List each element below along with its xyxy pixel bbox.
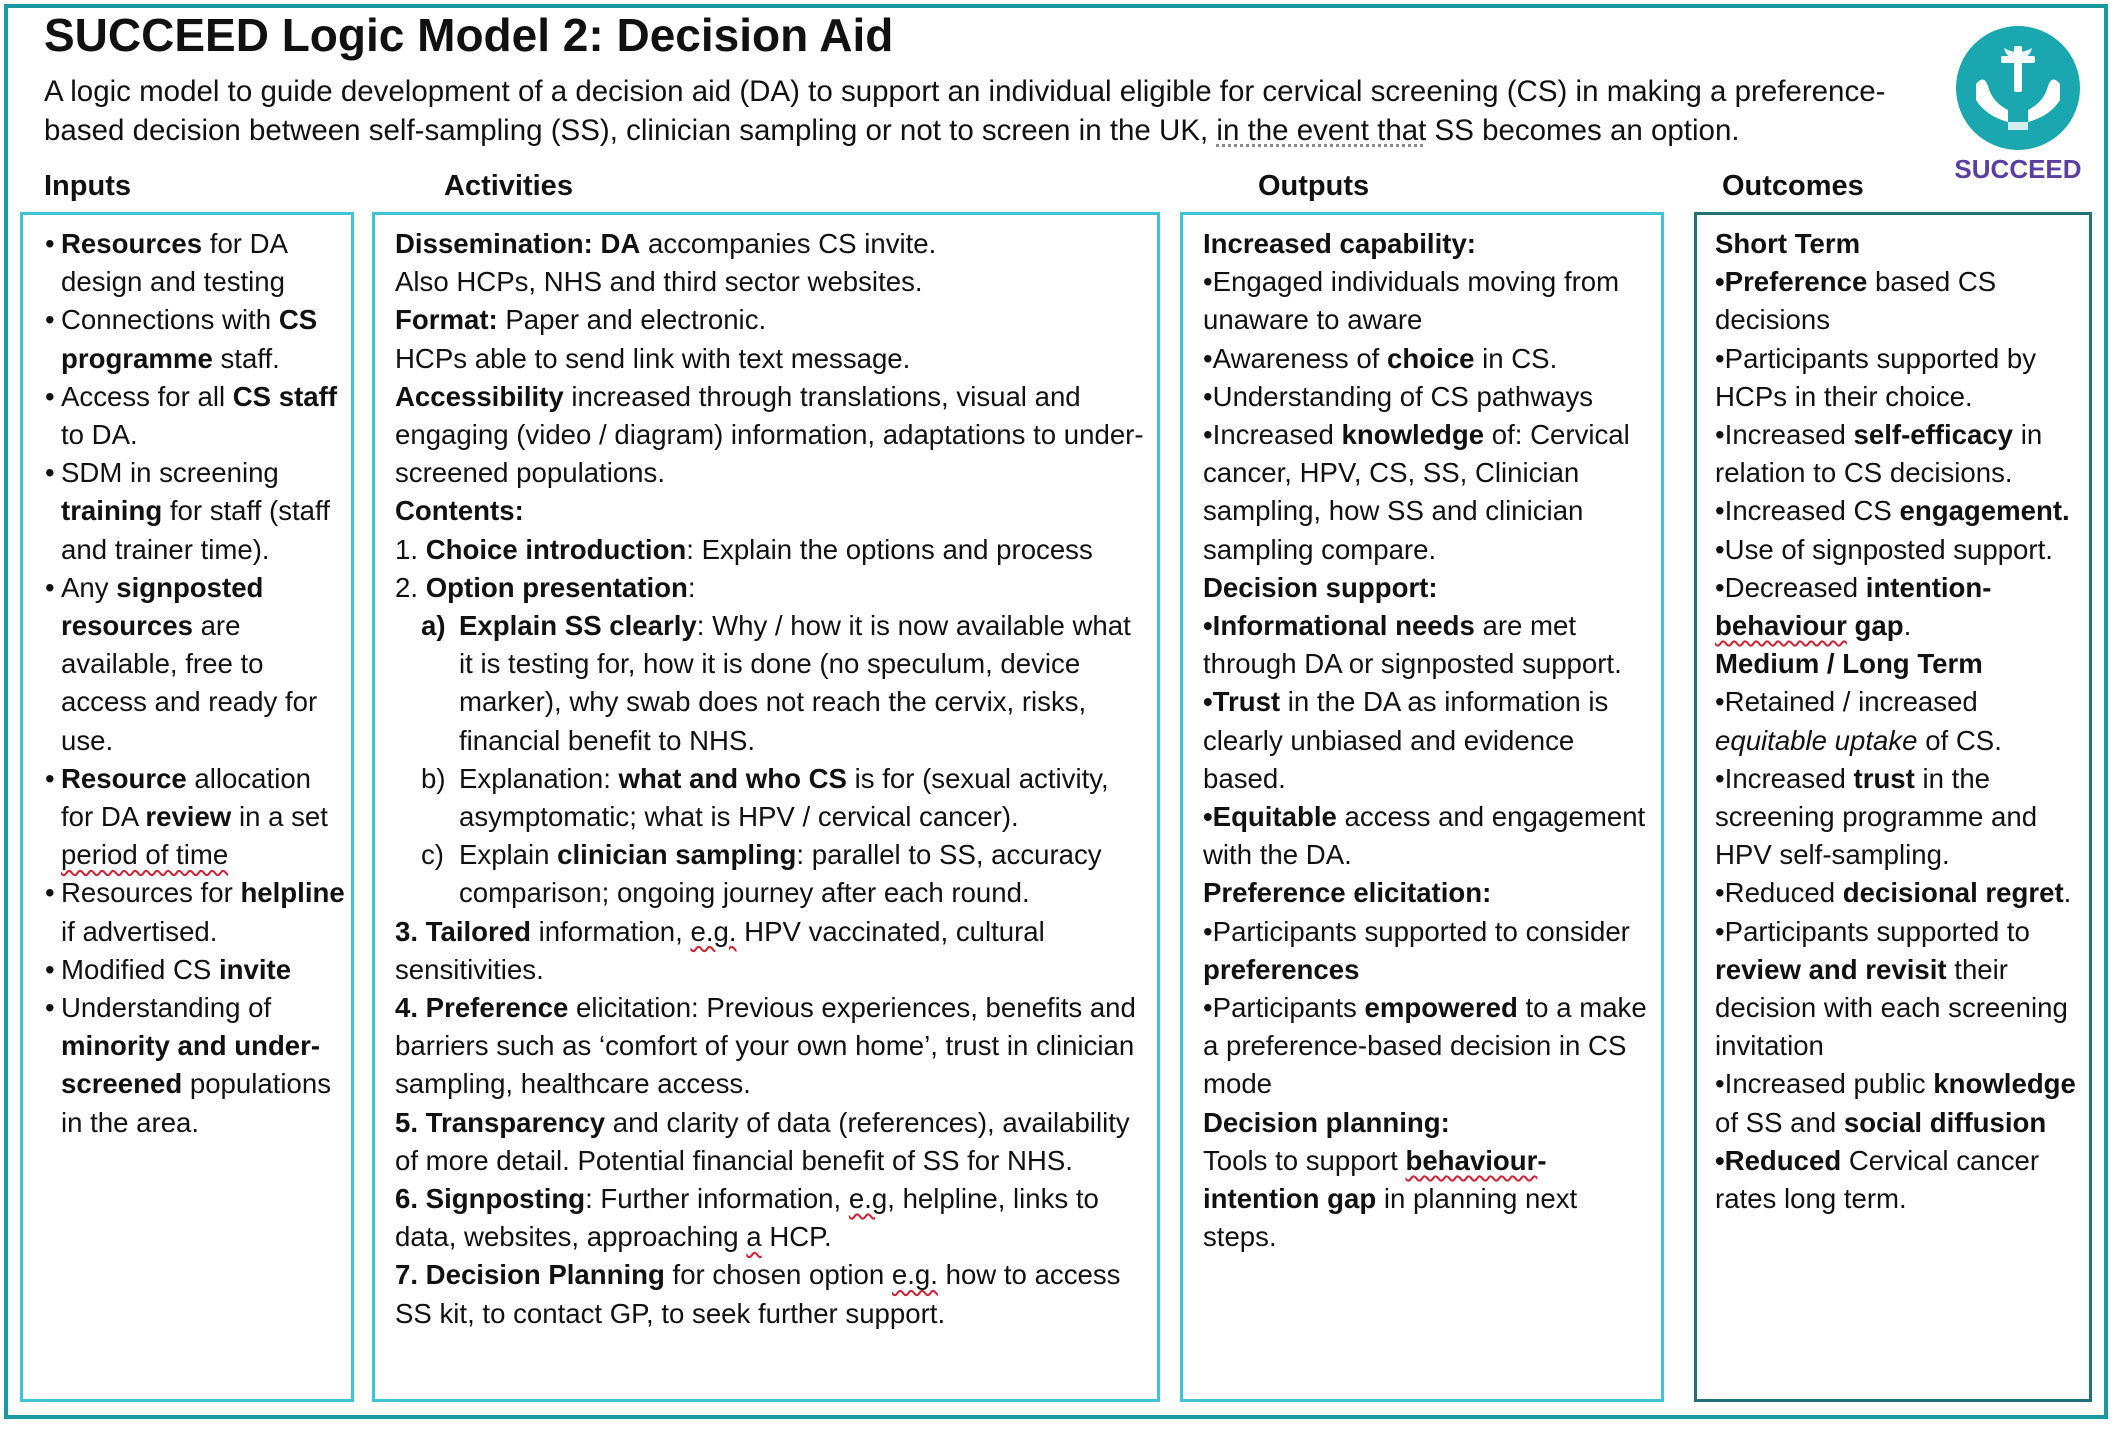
list-item: •Participants empowered to a make a preference-based decision in CS mode <box>1203 992 1647 1100</box>
list-item: •Increased trust in the screening programme and HPV self-sampling. <box>1715 762 2038 871</box>
inputs-list <box>23 225 345 1142</box>
list-item: •Informational needs are met through DA or signposted support. <box>1203 610 1622 680</box>
list-item: • Understanding of minority and under-screened populations in the area. <box>23 989 345 1142</box>
list-item: •Reduced decisional regret. <box>1715 877 2072 909</box>
list-item: •Awareness of choice in CS. <box>1203 342 1558 374</box>
list-item: Tools to support behaviour-intention gap in planning next steps. <box>1203 1144 1578 1253</box>
list-item: •Participants supported to consider preferences <box>1203 915 1630 985</box>
inputs-box <box>20 212 354 1402</box>
list-item: •Participants supported to review and revisit their decision with each screening invitation <box>1715 915 2068 1062</box>
activity-format: Format: Paper and electronic. <box>395 304 767 336</box>
list-item: • Access for all CS staff to DA. <box>23 378 345 454</box>
activity-hcps: HCPs able to send link with text message. <box>395 342 911 374</box>
list-item: •Increased public knowledge of SS and social diffusion <box>1715 1068 2076 1138</box>
list-item: •Increased self-efficacy in relation to CS decisions. <box>1715 419 2043 489</box>
activity-subitem-a: a) Explain SS clearly: Why / how it is now available what it is testing for, how it is done (no speculum, device marker), why swab does not reach the cervix, risks, financial benefit to NHS. <box>421 610 1131 756</box>
outputs-heading-capability: Increased capability: <box>1203 228 1476 259</box>
activity-accessibility: Accessibility increased through translations, visual and engaging (video / diagram) information, adaptations to under-screened populations. <box>395 380 1144 489</box>
outputs-box <box>1180 212 1664 1402</box>
outcomes-box <box>1694 212 2092 1402</box>
page-title: SUCCEED Logic Model 2: Decision Aid <box>44 9 894 61</box>
list-item: •Reduced Cervical cancer rates long term. <box>1715 1144 2040 1215</box>
list-item: •Understanding of CS pathways <box>1203 380 1594 412</box>
list-item: •Decreased intention-behaviour gap. <box>1715 571 1992 642</box>
logo-wordmark: SUCCEED <box>1954 154 2082 184</box>
activity-dissemination: Dissemination: DA accompanies CS invite. <box>395 228 937 259</box>
list-item: •Use of signposted support. <box>1715 533 2053 565</box>
list-item: • Connections with CS programme staff. <box>23 301 345 377</box>
list-item: • Modified CS invite <box>23 951 345 989</box>
activity-item-2: 2. Option presentation: <box>395 571 696 603</box>
column-header-inputs: Inputs <box>44 170 131 202</box>
activity-subitem-c: c) Explain clinician sampling: parallel to SS, accuracy comparison; ongoing journey after each round. <box>421 839 1102 909</box>
activity-subitem-b: b) Explanation: what and who CS is for (sexual activity, asymptomatic; what is HPV / cervical cancer). <box>421 762 1109 833</box>
page-subtitle: A logic model to guide development of a decision aid (DA) to support an individual eligible for cervical screening (CS) in making a preference-based decision between self-sampling (SS), clinician sampling or not to screen in the UK, in the event that SS becomes an option. <box>44 75 1886 147</box>
outputs-heading-preference: Preference elicitation: <box>1203 877 1492 909</box>
list-item: • Resources for helpline if advertised. <box>23 874 345 950</box>
outcomes-heading-short-term: Short Term <box>1715 228 1861 259</box>
column-header-activities: Activities <box>444 170 573 202</box>
activity-item-1: 1. Choice introduction: Explain the options and process <box>395 533 1093 565</box>
list-item: • Resources for DA design and testing <box>23 225 345 301</box>
list-item: •Participants supported by HCPs in their choice. <box>1715 342 2037 412</box>
activity-item-4: 4. Preference elicitation: Previous experiences, benefits and barriers such as ‘comfort of your own home’, trust in clinician sampling, healthcare access. <box>395 992 1136 1100</box>
list-item: •Increased knowledge of: Cervical cancer, HPV, CS, SS, Clinician sampling, how SS and clinician sampling compare. <box>1203 419 1630 565</box>
list-item: •Equitable access and engagement with the DA. <box>1203 801 1646 871</box>
list-item: •Engaged individuals moving from unaware to aware <box>1203 266 1620 336</box>
list-item: •Retained / increased equitable uptake of CS. <box>1715 686 2002 756</box>
outputs-heading-decision-support: Decision support: <box>1203 571 1438 603</box>
list-item: •Increased CS engagement. <box>1715 495 2070 527</box>
activity-item-3: 3. Tailored information, e.g. HPV vaccinated, cultural sensitivities. <box>395 915 1045 985</box>
list-item: • Any signposted resources are available, free to access and ready for use. <box>23 569 345 760</box>
list-item: •Preference based CS decisions <box>1715 266 1997 336</box>
column-header-outcomes: Outcomes <box>1722 170 1864 202</box>
column-header-outputs: Outputs <box>1258 170 1370 202</box>
activity-also: Also HCPs, NHS and third sector websites. <box>395 266 923 298</box>
outcomes-heading-medium-long-term: Medium / Long Term <box>1715 648 1983 680</box>
activities-box <box>372 212 1160 1402</box>
outputs-heading-planning: Decision planning: <box>1203 1106 1450 1138</box>
list-item: • SDM in screening training for staff (staff and trainer time). <box>23 454 345 569</box>
activity-contents-heading: Contents: <box>395 495 524 527</box>
list-item: • Resource allocation for DA review in a set period of time <box>23 760 345 875</box>
list-item: •Trust in the DA as information is clearly unbiased and evidence based. <box>1203 686 1609 794</box>
activity-item-6: 6. Signposting: Further information, e.g, helpline, links to data, websites, approaching a HCP. <box>395 1183 1099 1253</box>
activity-item-7: 7. Decision Planning for chosen option e.g. how to access SS kit, to contact GP, to seek further support. <box>395 1259 1121 1329</box>
activity-item-5: 5. Transparency and clarity of data (references), availability of more detail. Potential financial benefit of SS for NHS. <box>395 1106 1130 1176</box>
